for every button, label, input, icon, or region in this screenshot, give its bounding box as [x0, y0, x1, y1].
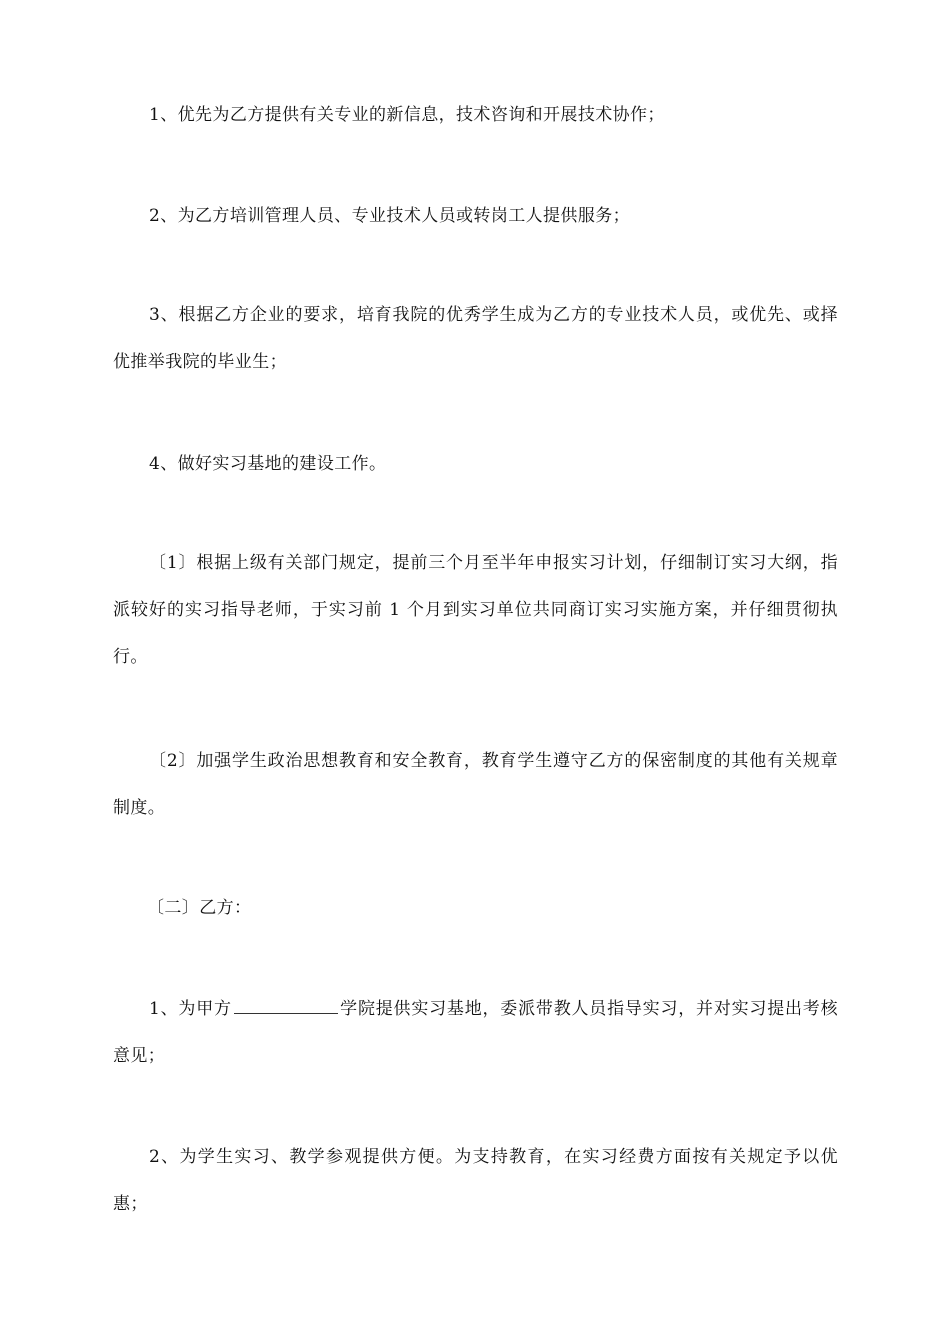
- paragraph-5: 〔1〕根据上级有关部门规定，提前三个月至半年申报实习计划，仔细制订实习大纲，指派较好的实习指导老师，于实习前 1 个月到实习单位共同商订实习实施方案，并仔细贯彻执行。: [113, 553, 838, 667]
- fill-in-blank: [234, 997, 338, 1014]
- paragraph-6: 〔2〕加强学生政治思想教育和安全教育，教育学生遵守乙方的保密制度的其他有关规章制度。: [113, 751, 838, 818]
- paragraph-1: 1、优先为乙方提供有关专业的新信息，技术咨询和开展技术协作；: [149, 105, 665, 125]
- paragraph-4: 4、做好实习基地的建设工作。: [149, 454, 387, 474]
- paragraph-8: [113, 986, 838, 1080]
- paragraph-9: 2、为学生实习、教学参观提供方便。为支持教育，在实习经费方面按有关规定予以优惠；: [113, 1147, 838, 1214]
- paragraph-8-after: 学院提供实习基地，委派带教人员指导实习，并对实习提出考核意见；: [113, 999, 838, 1066]
- paragraph-2: 2、为乙方培训管理人员、专业技术人员或转岗工人提供服务；: [149, 206, 631, 226]
- paragraph-8-before: 1、为甲方: [149, 999, 232, 1019]
- paragraph-7: 〔二〕乙方：: [147, 898, 252, 918]
- paragraph-3: 3、根据乙方企业的要求，培育我院的优秀学生成为乙方的专业技术人员，或优先、或择优推举我院的毕业生；: [113, 305, 838, 372]
